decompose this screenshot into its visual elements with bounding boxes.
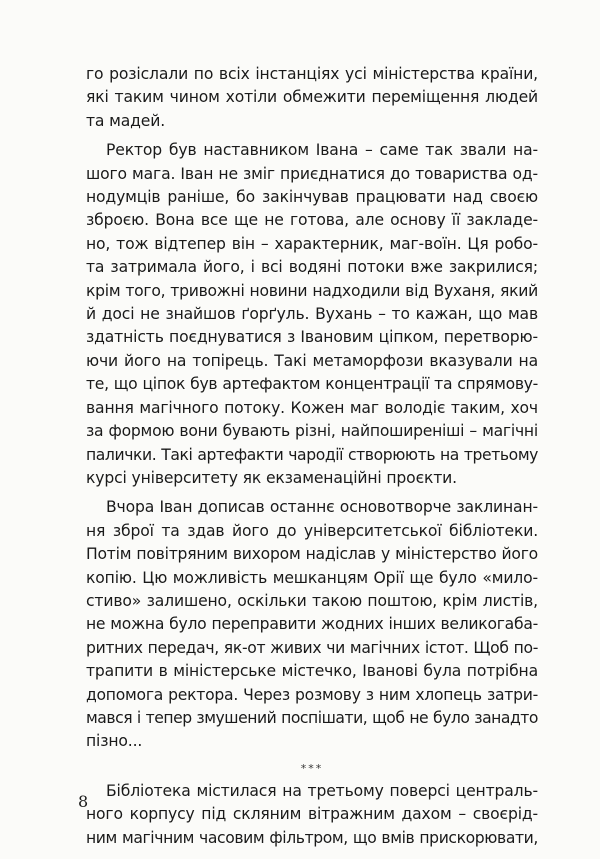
text-line: ного корпусу під скляним вітражним дахом – своєрід- [86,805,538,824]
text-line: вання магічного потоку. Кожен маг володіє таким, хоч [86,398,538,417]
text-line: ючи його на топірець. Такі метаморфози вказували на [86,351,538,370]
text-line: Потім повітряним вихором надіслав у міністерство його [86,545,538,564]
paragraph-4 [86,780,538,850]
text-line: здатність поєднуватися з Івановим ціпком, перетворю- [86,328,538,347]
text-line: те, що ціпок був артефактом концентрації та спрямову- [86,375,538,394]
text-line: не можна було переправити жодних інших великогаба- [86,615,538,634]
text-line: палички. Такі артефакти чародії створюють на третьому [86,445,538,464]
text-line: зброєю. Вона все ще не готова, але основу її закладе- [86,211,538,230]
text-line: та затримала його, і всі водяні потоки вже закрилися; [86,258,538,277]
paragraph-2 [86,139,538,490]
text-line: пізно... [86,732,143,751]
paragraph-1 [86,63,538,133]
paragraph-3 [86,496,538,753]
text-line: які таким чином хотіли обмежити переміщення людей [86,88,538,107]
text-line: мався і тепер змушений поспішати, щоб не було занадто [86,708,538,727]
text-line: трапити в міністерське містечко, Іванові була потрібна [86,662,538,681]
body-text [86,63,538,850]
text-line: допомога ректора. Через розмову з ним хлопець затри- [86,685,538,704]
text-line: ритних передач, як-от живих чи магічних істот. Щоб по- [86,638,538,657]
text-line: нодумців раніше, бо закінчував працювати над своєю [86,188,538,207]
text-line: но, тож відтепер він – характерник, маг-воїн. Ця робо- [86,234,538,253]
section-separator: *** [300,761,324,775]
text-line: стиво» залишено, оскільки такою поштою, крім листів, [86,591,538,610]
text-line: Ректор був наставником Івана – саме так звали на- [106,141,538,160]
text-line: й досі не знайшов ґорґуль. Вухань – то кажан, що мав [86,305,538,324]
text-line: за формою вони бувають різні, найпоширеніші – магічні [86,422,538,441]
text-line: Вчора Іван дописав останнє основотворче заклинан- [106,498,538,517]
text-line: крім того, тривожні новини надходили від Вуханя, який [86,281,538,300]
text-line: го розіслали по всіх інстанціях усі міністерства країни, [86,65,538,83]
text-line: копію. Цю можливість мешканцям Орії ще було «мило- [86,568,538,587]
text-line: курсі університету як екзаменаційні проєкти. [86,468,457,487]
page-number: 8 [78,792,89,811]
text-line: та мадей. [86,111,166,130]
text-line: Бібліотека містилася на третьому поверсі централь- [106,781,538,800]
text-line: ня зброї та здав його до університетської бібліотеки. [86,521,538,540]
text-line: ним магічним часовим фільтром, що вмів прискорювати, [86,828,538,847]
text-line: шого мага. Іван не зміг приєднатися до товариства од- [86,164,538,183]
